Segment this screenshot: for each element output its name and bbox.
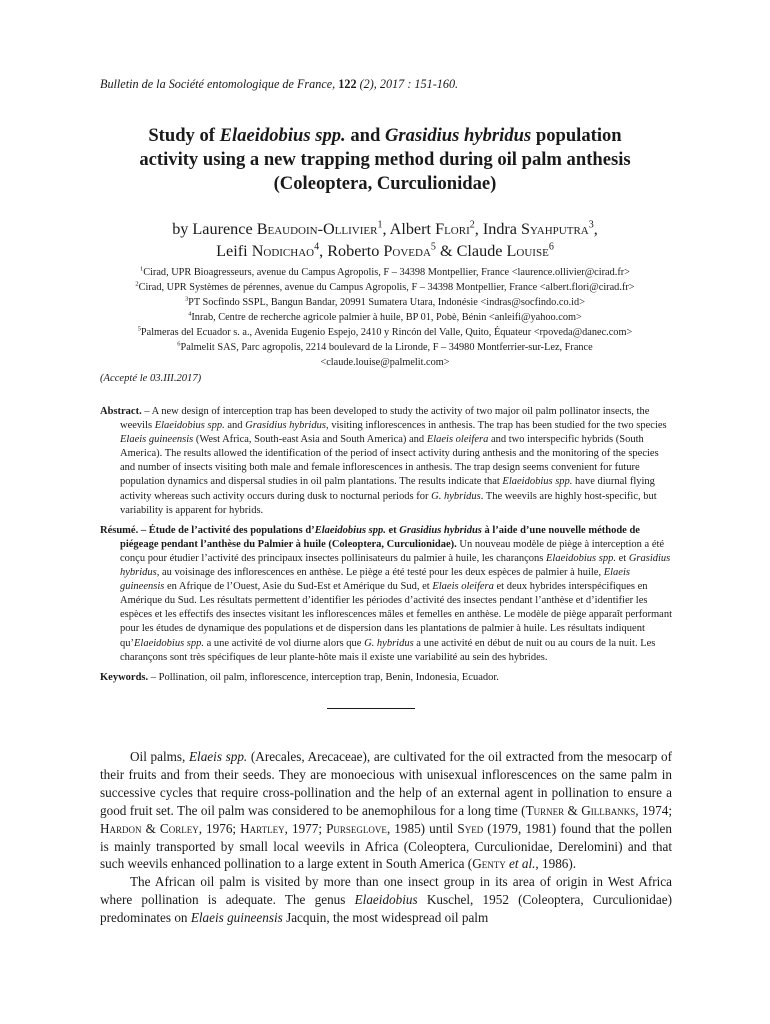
resume-title-text: à l’aide d’une nouvelle méthode de piégeage pendant l’anthèse du Palmier à huile (Coleoptera, Curculionidae). [120, 524, 640, 550]
author-sup: 6 [548, 241, 554, 253]
author-given: & Claude [435, 242, 507, 260]
author-line-1 [85, 218, 685, 240]
title-text: Study of [148, 125, 220, 146]
citation-author: Turner & Gillbanks [525, 802, 636, 818]
author-family: Syahputra [521, 220, 589, 238]
author-sup: 2 [469, 219, 475, 231]
body-text-run: The African oil palm is visited by more than one insect group in its area of origin in West Africa where pollination is adequate. The genus [100, 874, 672, 908]
body-taxon: Elaeis guineensis [190, 910, 283, 926]
journal-issue-pages: (2), 2017 : 151-160. [356, 77, 459, 91]
body-text-run: , 1985) until [386, 820, 458, 836]
resume-text: a une activité en début de nuit ou au cours de la nuit. Les charançons sont très spécifiques de leur plante-hôte mais il existe une variabilité au sein des hybrides. [120, 637, 656, 663]
author-sup: 3 [588, 219, 594, 231]
resume-text: et [615, 552, 629, 564]
abstract-text: and [224, 420, 246, 432]
citation-author: Hardon & Corley [100, 820, 199, 836]
abstract-taxon: Grasidius hybridus [245, 420, 326, 432]
paper-title [85, 124, 685, 196]
keywords-label: Keywords. [100, 671, 149, 683]
author-given: , Albert [382, 220, 436, 238]
abstract-text: – A new design of interception trap has been developed to study the activity of two major oil palm pollinator insects, the weevils [120, 406, 650, 432]
abstract-taxon: G. hybridus [431, 490, 481, 502]
accepted-date: (Accepté le 03.III.2017) [100, 373, 202, 384]
title-line-2: activity using a new trapping method during oil palm anthesis [139, 149, 631, 170]
affiliation-text: Cirad, UPR Systèmes de pérennes, avenue du Campus Agropolis, F – 34398 Montpellier, France <albert.flori@cirad.fr> [138, 282, 635, 293]
body-text-run: Jacquin, the most widespread oil palm [282, 910, 489, 926]
resume-title-text: et [385, 524, 400, 536]
author-given: , Indra [474, 220, 522, 238]
affiliation-1 [85, 265, 685, 280]
author-family: Poveda [383, 242, 431, 260]
affiliation-4 [85, 310, 685, 325]
resume-taxon: Elaeidobius spp. [314, 524, 386, 536]
author-line-2 [85, 240, 685, 262]
journal-volume: 122 [338, 77, 357, 91]
body-text-run: , 1976; [198, 820, 241, 836]
body-taxon: Elaeidobius [354, 892, 418, 908]
resume-text: a une activité de vol diurne alors que [204, 637, 365, 649]
abstract-text: . The weevils are highly host-specific, but variability is apparent for hybrids. [120, 490, 657, 516]
keywords-text: – Pollination, oil palm, inflorescence, interception trap, Benin, Indonesia, Ecuador. [148, 671, 499, 683]
author-family: Louise [506, 242, 549, 260]
resume-taxon: G. hybridus [364, 637, 414, 649]
keywords-paragraph [100, 671, 672, 685]
author-family: Nodichao [251, 242, 315, 260]
affiliation-text: Palmeras del Ecuador s. a., Avenida Eugenio Espejo, 2410 y Rincón del Valle, Quito, Équateur <rpoveda@danec.com> [140, 327, 633, 338]
body-paragraph-1 [100, 748, 672, 873]
abstract-block [100, 405, 672, 685]
title-taxon: Elaeidobius spp. [219, 125, 346, 146]
affiliation-text: Inrab, Centre de recherche agricole palmier à huile, BP 01, Pobè, Bénin <anleifi@yahoo.com> [191, 312, 582, 323]
affiliation-6 [85, 340, 685, 355]
abstract-taxon: Elaeis guineensis [120, 434, 194, 446]
resume-label: Résumé. [100, 524, 139, 536]
author-sup: 1 [377, 219, 383, 231]
abstract-paragraph [100, 405, 672, 518]
title-taxon: Grasidius hybridus [384, 125, 532, 146]
resume-text: et deux hybrides interspécifiques en Amérique du Sud. Les résultats permettent d’identifier les périodes d’activité des insectes pendant l’anthèse et d’identifier les espèces et les effectifs des insectes visitant les inflorescences mâles et femelles en anthèse. Le modèle de piège apparaît performant pour les études de dynamique des populations et de dispersion dans les plantations de palmier à huile. Les résultats indiquent qu’ [120, 581, 672, 649]
abstract-text: (West Africa, South-east Asia and South America) and [193, 434, 427, 446]
affiliation-2 [85, 280, 685, 295]
journal-citation: Bulletin de la Société entomologique de France, 122 (2), 2017 : 151-160. [100, 77, 459, 91]
title-text: population [531, 125, 622, 146]
body-text-run: Kuschel, 1952 (Coleoptera, Curculionidae) predominates on [100, 892, 672, 926]
abstract-taxon: Elaeis oleifera [426, 434, 489, 446]
affiliation-sup: 1 [140, 265, 144, 273]
affiliation-sup: 6 [177, 340, 181, 348]
affiliation-text: <claude.louise@palmelit.com> [320, 357, 450, 368]
affiliation-3 [85, 295, 685, 310]
resume-text: Un nouveau modèle de piège à interception a été conçu pour étudier l’activité des principaux insectes pollinisateurs du palmier à huile, les charançons [120, 538, 665, 564]
resume-text: en Afrique de l’Ouest, Asie du Sud-Est et Amérique du Sud, et [164, 581, 433, 593]
resume-text: , au voisinage des inflorescences en anthèse. Le piège a été testé pour les deux espèces de palmier à huile, [156, 567, 604, 579]
citation-author: Syed [457, 820, 484, 836]
author-sup: 4 [314, 241, 320, 253]
affiliation-sup: 5 [137, 325, 141, 333]
affiliation-6-email [85, 355, 685, 370]
abstract-text: , visiting inflorescences in anthesis. The trap has been studied for the two species [325, 420, 667, 432]
author-separator: , [593, 220, 598, 238]
resume-taxon: Elaeis guineensis [120, 567, 630, 593]
resume-taxon: Elaeis oleifera [432, 581, 494, 593]
affiliation-sup: 3 [184, 295, 189, 303]
citation-author: Hartley [240, 820, 285, 836]
affiliations [85, 265, 685, 370]
body-paragraph-2 [100, 873, 672, 927]
affiliation-5 [85, 325, 685, 340]
author-list [85, 218, 685, 262]
author-family: Flori [435, 220, 470, 238]
title-line-1 [85, 124, 685, 148]
resume-taxon: Elaeidobius spp. [545, 552, 616, 564]
affiliation-text: Palmelit SAS, Parc agropolis, 2214 boulevard de la Lironde, F – 34980 Montferrier-sur-Lez, France [180, 342, 593, 353]
journal-name: Bulletin de la Société entomologique de France [100, 77, 333, 91]
body-text [100, 748, 672, 927]
author-given: Leifi [216, 242, 252, 260]
body-text-run: (Arecales, Arecaceae), are cultivated for the oil extracted from the mesocarp of their fruits and from their seeds. They are monoecious with unisexual inflorescences on the same palm in successive cycles that require cross-pollination and the help of an external agent in pollination to ensure a good fruit set. The oil palm was considered to be anemophilous for a long time ( [100, 749, 672, 818]
resume-taxon: Grasidius hybridus [399, 524, 482, 536]
resume-paragraph [100, 524, 672, 665]
title-text: and [345, 125, 385, 146]
abstract-text: and two interspecific hybrids (South America). The results allowed the identification of the period of insect activity during anthesis and the monitoring of the species and number of insects visiting both male and female inflorescences in anthesis. The trap design seems convenient for future population dynamics and dispersal studies in oil palm plantations. The results indicate that [120, 434, 659, 488]
body-text-run: Oil palms, [130, 749, 189, 764]
resume-title-text: – Étude de l’activité des populations d’ [138, 524, 315, 536]
author-prefix: by [172, 220, 193, 238]
abstract-taxon: Elaeidobius spp. [154, 420, 225, 432]
affiliation-sup: 4 [188, 310, 192, 318]
title-line-3: (Coleoptera, Curculionidae) [273, 173, 497, 194]
body-text-run: , 1977; [284, 820, 327, 836]
abstract-text: have diurnal flying activity whereas such activity occurs during dusk to nocturnal periods for [120, 476, 655, 502]
body-text-run: , 1974; [635, 802, 672, 818]
citation-author: Purseglove [326, 820, 387, 836]
body-text-run: (1979, 1981) found that the pollen is mainly transported by small local weevils in Africa (Coleoptera, Curculionidae, Derelomini) and that such weevils enhanced pollination to a large extent in South America ( [100, 820, 672, 872]
affiliation-text: Cirad, UPR Bioagresseurs, avenue du Campus Agropolis, F – 34398 Montpellier, France <laurence.ollivier@cirad.fr> [143, 267, 630, 278]
body-taxon: Elaeis spp. [188, 749, 248, 764]
body-etal: et al. [505, 856, 536, 872]
author-sup: 5 [430, 241, 436, 253]
section-divider [327, 708, 415, 709]
author-given: Laurence [192, 220, 257, 238]
affiliation-sup: 2 [135, 280, 139, 288]
affiliation-text: PT Socfindo SSPL, Bangun Bandar, 20991 Sumatera Utara, Indonésie <indras@socfindo.co.id> [188, 297, 586, 308]
resume-taxon: Grasidius hybridus [120, 552, 671, 579]
citation-author: Genty [472, 856, 506, 872]
resume-taxon: Elaeidobius spp. [134, 637, 204, 649]
abstract-taxon: Elaeidobius spp. [502, 476, 573, 488]
author-given: , Roberto [319, 242, 384, 260]
abstract-label: Abstract. [100, 406, 142, 417]
body-text-run: , 1986). [535, 856, 577, 872]
author-family: Beaudoin-Ollivier [256, 220, 378, 238]
